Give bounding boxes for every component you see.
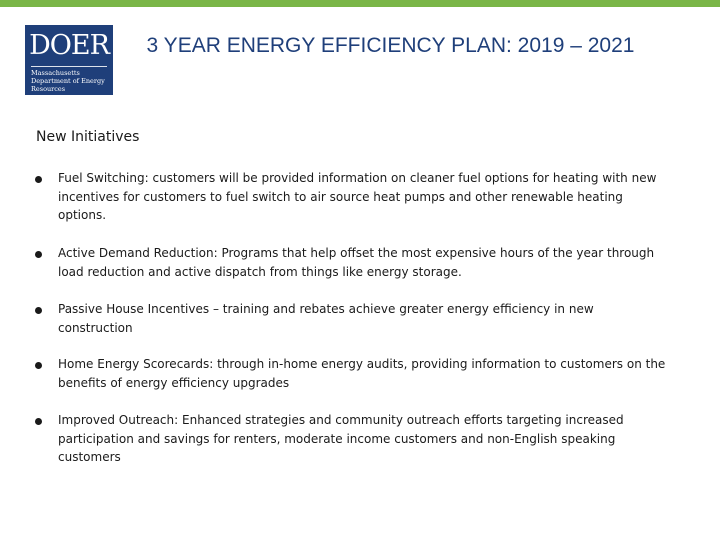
- bullet-dot-icon: [35, 418, 42, 425]
- bullet-item: [58, 169, 668, 225]
- bullet-item: [58, 411, 668, 467]
- section-heading: New Initiatives: [36, 129, 140, 145]
- bullet-dot-icon: [35, 251, 42, 258]
- bullet-item: [58, 300, 668, 337]
- bullet-dot-icon: [35, 176, 42, 183]
- bullet-lead: Home Energy Scorecards:: [58, 357, 214, 371]
- logo-text: DOER: [29, 30, 109, 61]
- logo-subtitle: Massachusetts Department of Energy Resources: [31, 69, 105, 93]
- bullet-item: [58, 355, 668, 392]
- bullet-item: [58, 244, 668, 281]
- bullet-lead: Passive House Incentives: [58, 302, 210, 316]
- slide-title: 3 YEAR ENERGY EFFICIENCY PLAN: 2019 – 2021: [146, 34, 635, 57]
- bullet-text: Programs that help offset the most expensive hours of the year through load reduction and active dispatch from things like energy storage.: [58, 246, 655, 279]
- bullet-dot-icon: [35, 362, 42, 369]
- bullet-text: – training and rebates achieve greater energy efficiency in new construction: [58, 302, 594, 335]
- bullet-text: customers will be provided information on cleaner fuel options for heating with new incentives for customers to fuel switch to air source heat pumps and other renewable heating options.: [58, 171, 657, 222]
- bullet-text: through in-home energy audits, providing information to customers on the benefits of energy efficiency upgrades: [58, 357, 666, 390]
- bullet-text: Enhanced strategies and community outreach efforts targeting increased participation and savings for renters, moderate income customers and non-English speaking customers: [58, 413, 624, 464]
- bullet-lead: Fuel Switching:: [58, 171, 149, 185]
- bullet-lead: Active Demand Reduction:: [58, 246, 218, 260]
- bullet-dot-icon: [35, 307, 42, 314]
- bullet-lead: Improved Outreach:: [58, 413, 179, 427]
